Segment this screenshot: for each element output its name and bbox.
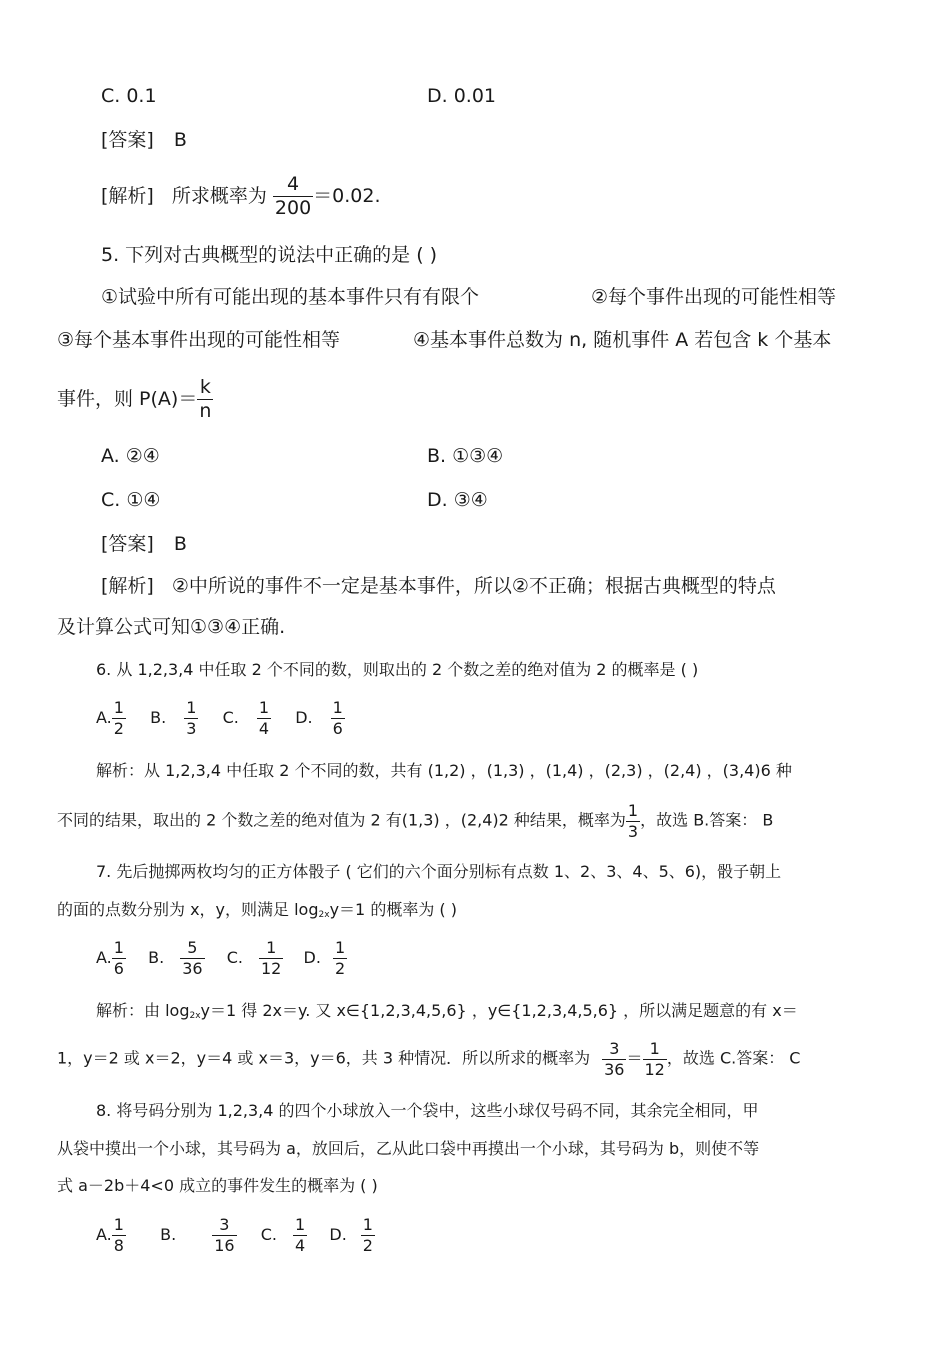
q5-option-a: A. ②④ [101, 445, 160, 467]
q8-options [96, 1216, 375, 1254]
q5-stem: 5. 下列对古典概型的说法中正确的是 ( ) [101, 244, 438, 266]
q7-solution-1: 解析：由 $\log_{2x}y=1$ 得 2x＝y. 又 x∈{1,2,3,4,5,6} ，y∈{1,2,3,4,5,6} ，所以满足题意的有 x＝ [96, 1001, 798, 1021]
fraction: $\frac{3}{36}$ [604, 1039, 625, 1079]
answer-value: B [173, 533, 187, 555]
option-c: C. $\frac{1}{4}$ [260, 1215, 306, 1255]
option-a: A. $\frac{1}{2}$ [96, 698, 124, 738]
option-c: C. $\frac{1}{12}$ [226, 938, 282, 978]
analysis-label: [解析] [101, 184, 154, 207]
option-d: D. $\frac{1}{2}$ [303, 938, 346, 978]
q5-analysis-cont: 及计算公式可知①③④正确. [57, 616, 286, 638]
q8-stem-2: 从袋中摸出一个小球，其号码为 a，放回后，乙从此口袋中再摸出一个小球，其号码为 b，则使不等 [57, 1139, 760, 1158]
q5-option-b: B. ①③④ [427, 445, 504, 467]
option-b: B. $\frac{3}{16}$ [160, 1215, 235, 1255]
q6-solution-2: 不同的结果，取出的 2 个数之差的绝对值为 2 有(1,3) ，(2,4)2 种结果，概率为 $\frac{1}{3}$ ，故选 B.答案： B [57, 801, 774, 841]
q5-analysis: [解析] ②中所说的事件不一定是基本事件，所以②不正确；根据古典概型的特点 [101, 575, 776, 597]
q8-stem-3: 式 a－2b＋4<0 成立的事件发生的概率为 ( ) [57, 1176, 378, 1195]
q7-options [96, 939, 347, 977]
q5-answer [101, 535, 187, 554]
option-d: D. $\frac{1}{6}$ [295, 698, 343, 738]
option-a: A. $\frac{1}{6}$ [96, 938, 124, 978]
q6-options [96, 699, 345, 737]
option-b: B. $\frac{1}{3}$ [150, 698, 197, 738]
answer-value: B [173, 129, 187, 151]
q5-option-c: C. ①④ [101, 489, 161, 511]
fraction: $\frac{1}{3}$ [627, 801, 639, 841]
q5-statement-1: ①试验中所有可能出现的基本事件只有有限个 [101, 286, 480, 308]
option-a: A. $\frac{1}{8}$ [96, 1215, 124, 1255]
q7-stem-1: 7. 先后抛掷两枚均匀的正方体骰子 ( 它们的六个面分别标有点数 1、2、3、4、5、6)，骰子朝上 [96, 862, 782, 881]
answer-label: [答案] [101, 129, 154, 151]
q4-option-d: D. 0.01 [427, 85, 497, 107]
q6-stem: 6. 从 1,2,3,4 中任取 2 个不同的数，则取出的 2 个数之差的绝对值为 2 的概率是 ( ) [96, 660, 699, 679]
q5-statement-3: ③每个基本事件出现的可能性相等 [57, 329, 341, 351]
option-d: D. $\frac{1}{2}$ [329, 1215, 373, 1255]
q4-option-c: C. 0.1 [101, 85, 157, 107]
q5-statement-4: ④基本事件总数为 n, 随机事件 A 若包含 k 个基本 [413, 329, 832, 351]
q6-solution-1: 解析：从 1,2,3,4 中任取 2 个不同的数，共有 (1,2) ，(1,3) ，(1,4) ，(2,3) ，(2,4) ，(3,4)6 种 [96, 761, 792, 780]
q7-solution-2: 1，y＝2 或 x＝2，y＝4 或 x＝3，y＝6，共 3 种情况．所以所求的概率为 $\frac{3}{36}$ ＝ $\frac{1}{12}$ ，故选 C.答案： C [57, 1039, 801, 1079]
q5-statement-2: ②每个事件出现的可能性相等 [591, 286, 837, 308]
fraction: $\frac{4}{200}$ [274, 173, 312, 219]
analysis-text: 所求概率为 [171, 184, 267, 207]
option-c: C. $\frac{1}{4}$ [222, 698, 270, 738]
q5-statement-4-cont: 事件，则 P(A)＝ $\frac{k}{n}$ [57, 376, 212, 422]
q5-option-d: D. ③④ [427, 489, 488, 511]
fraction: $\frac{1}{12}$ [644, 1039, 665, 1079]
q4-answer [101, 131, 187, 150]
answer-label: [答案] [101, 533, 154, 555]
analysis-tail: ＝0.02. [313, 184, 381, 207]
option-b: B. $\frac{5}{36}$ [148, 938, 203, 978]
fraction: $\frac{k}{n}$ [199, 376, 212, 422]
q8-stem-1: 8. 将号码分别为 1,2,3,4 的四个小球放入一个袋中，这些小球仅号码不同，其余完全相同，甲 [96, 1101, 759, 1120]
analysis-label: [解析] [101, 575, 154, 597]
q4-analysis [101, 174, 381, 219]
q7-stem-2: 的面的点数分别为 x，y，则满足 $\log_{2x}y=1$ 的概率为 ( ) [57, 900, 457, 920]
